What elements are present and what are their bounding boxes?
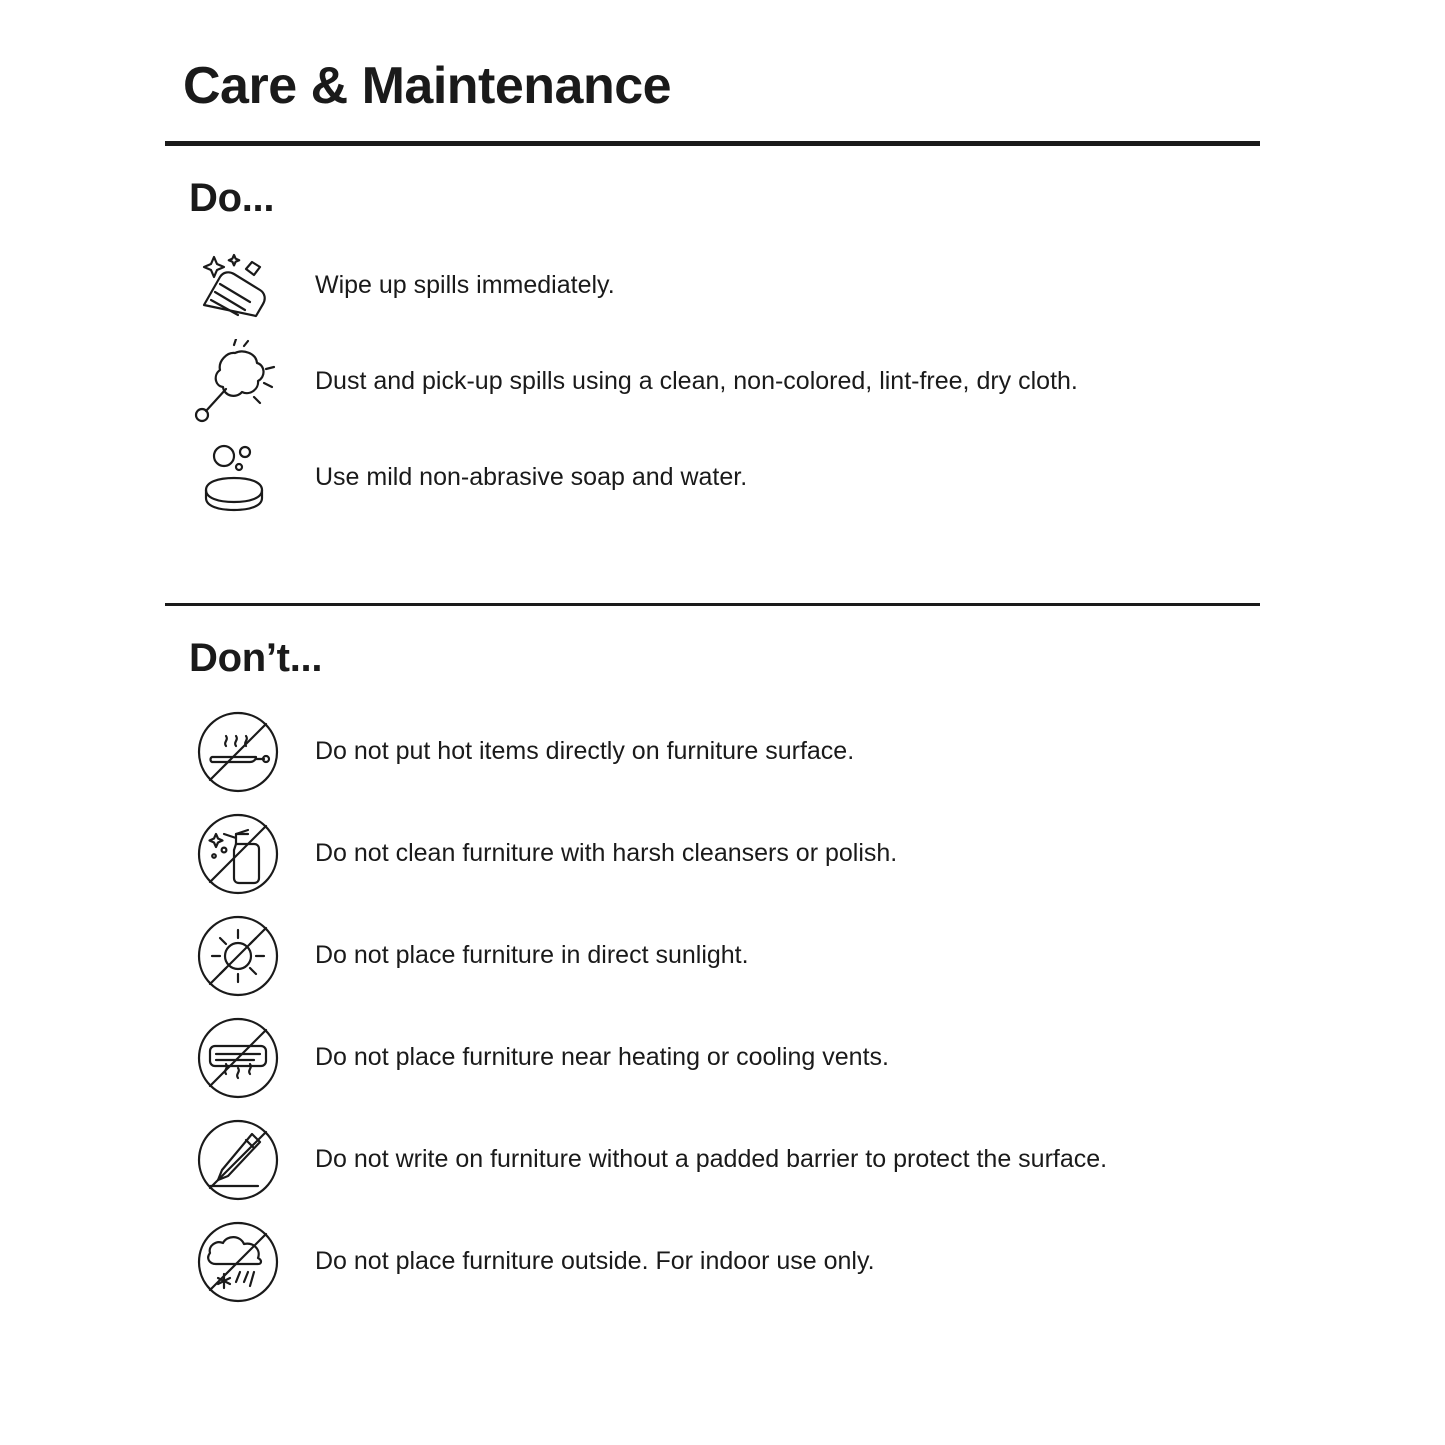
list-item [165,435,1260,521]
list-item [165,243,1260,329]
dont-section-heading: Don’t... [189,636,323,681]
list-item [165,703,1260,801]
list-item-text: Do not clean furniture with harsh cleansers or polish. [315,839,898,868]
no-hot-items-icon [183,709,293,795]
no-outdoor-weather-icon [183,1219,293,1305]
duster-icon [183,339,293,425]
no-spray-cleanser-icon [183,811,293,897]
list-item [165,1009,1260,1107]
title-divider [165,141,1260,146]
list-item-text: Wipe up spills immediately. [315,271,615,300]
list-item [165,1213,1260,1311]
no-direct-sunlight-icon [183,913,293,999]
do-section [165,176,1260,521]
list-item-text: Use mild non-abrasive soap and water. [315,463,748,492]
page-title: Care & Maintenance [183,57,672,115]
no-hvac-vent-icon [183,1015,293,1101]
section-divider [165,603,1260,606]
do-list [165,243,1260,521]
list-item [165,805,1260,903]
dont-list [165,703,1260,1311]
no-writing-icon [183,1117,293,1203]
list-item-text: Do not place furniture in direct sunlight. [315,941,749,970]
list-item-text: Dust and pick-up spills using a clean, non-colored, lint-free, dry cloth. [315,367,1078,396]
do-section-heading: Do... [189,176,275,221]
list-item [165,1111,1260,1209]
list-item-text: Do not put hot items directly on furniture surface. [315,737,855,766]
wipe-spill-icon [183,243,293,329]
section-spacer [165,531,1260,577]
dont-section [165,636,1260,1311]
list-item-text: Do not place furniture outside. For indoor use only. [315,1247,875,1276]
list-item-text: Do not write on furniture without a padded barrier to protect the surface. [315,1145,1108,1174]
list-item-text: Do not place furniture near heating or cooling vents. [315,1043,889,1072]
soap-bubbles-icon [183,435,293,521]
list-item [165,339,1260,425]
page-content [165,58,1260,1315]
list-item [165,907,1260,1005]
